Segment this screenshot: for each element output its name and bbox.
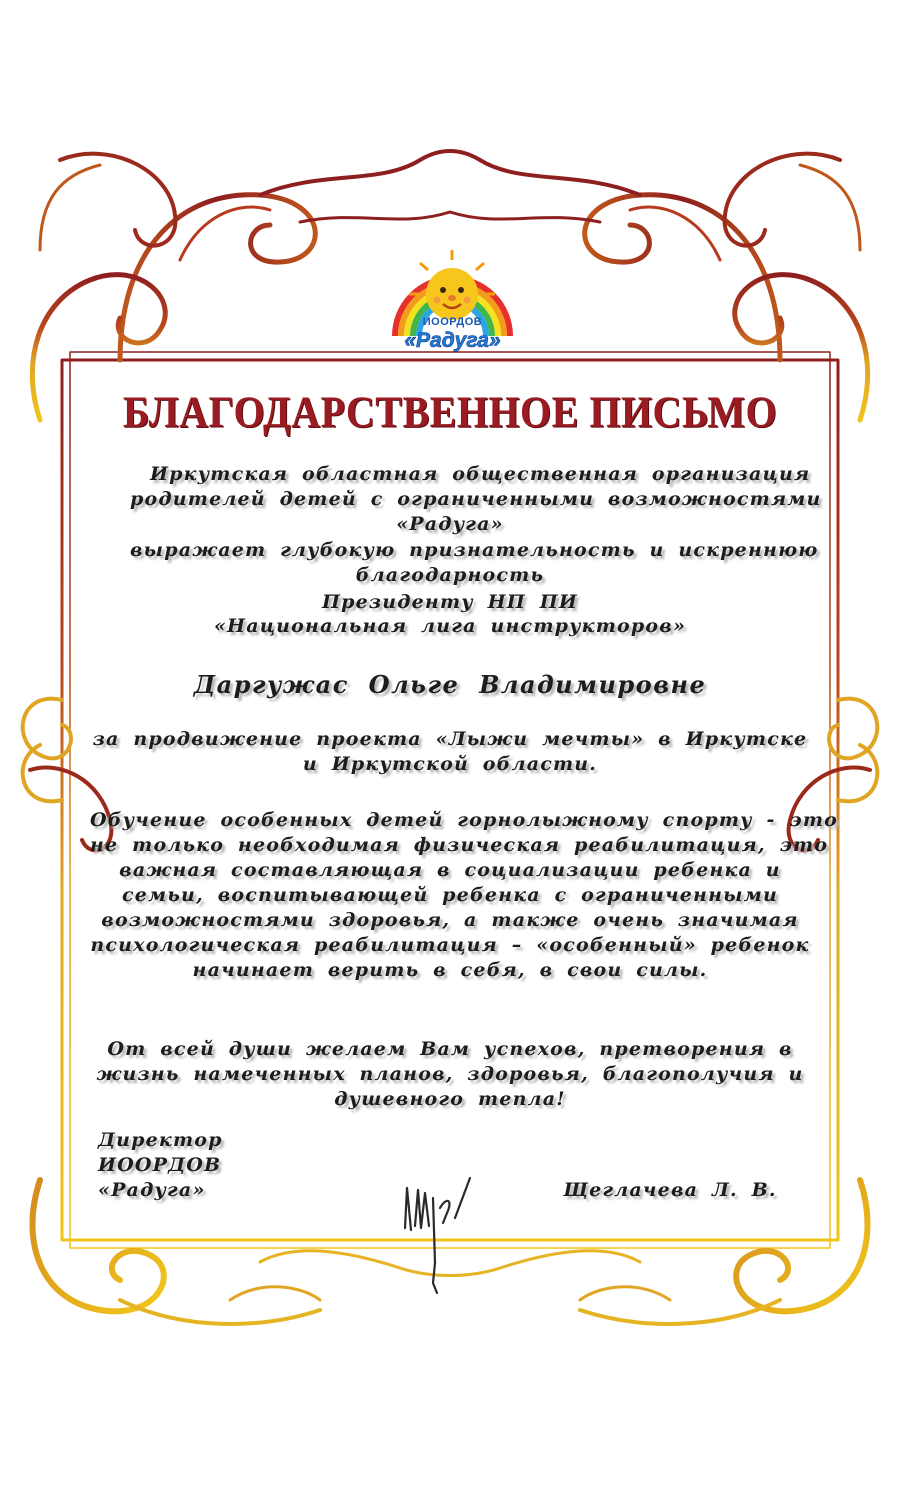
- position-line-2: «Национальная лига инструкторов»: [213, 615, 687, 637]
- org-line-3: «Радуга»: [396, 513, 504, 535]
- handwritten-signature: [385, 1168, 490, 1298]
- body-line-7: начинает верить в себя, в свои силы.: [192, 959, 708, 981]
- logo-org-name: «Радуга»: [404, 329, 501, 352]
- org-line-2: родителей детей с ограниченными возможностями: [130, 488, 822, 510]
- body-line-3: важная составляющая в социализации ребенка и: [119, 859, 781, 881]
- expresses-line-2: благодарность: [355, 564, 545, 586]
- recipient-name: Даргужас Ольге Владимировне: [193, 670, 707, 699]
- signer-title-3: «Радуга»: [98, 1179, 206, 1201]
- body-line-5: возможностями здоровья, а также очень значимая: [101, 909, 799, 931]
- organization-logo: [385, 236, 520, 361]
- org-line-1: Иркутская областная общественная организация: [150, 463, 811, 485]
- logo-org-abbreviation: ИООРДОВ: [422, 316, 483, 328]
- expresses-line-1: выражает глубокую признательность и искреннюю: [130, 539, 819, 561]
- signer-title-2: ИООРДОВ: [98, 1154, 222, 1176]
- wish-line-3: душевного тепла!: [334, 1088, 566, 1110]
- body-line-6: психологическая реабилитация – «особенный» ребенок: [90, 934, 810, 956]
- wish-line-1: От всей души желаем Вам успехов, претворения в: [107, 1038, 793, 1060]
- position-line-1: Президенту НП ПИ: [321, 591, 579, 613]
- signer-name: Щеглачева Л. В.: [563, 1179, 777, 1201]
- reason-line-2: и Иркутской области.: [302, 753, 598, 775]
- letter-title: БЛАГОДАРСТВЕННОЕ ПИСЬМО: [122, 386, 778, 437]
- body-line-4: семьи, воспитывающей ребенка с ограниченными: [122, 884, 778, 906]
- signer-title-1: Директор: [98, 1129, 223, 1151]
- body-line-2: не только необходимая физическая реабилитация, это: [90, 834, 829, 856]
- wish-line-2: жизнь намеченных планов, здоровья, благополучия и: [96, 1063, 804, 1085]
- reason-line-1: за продвижение проекта «Лыжи мечты» в Иркутске: [92, 728, 808, 750]
- signature-mark-icon: [385, 1168, 490, 1298]
- body-line-1: Обучение особенных детей горнолыжному спорту - это: [90, 809, 839, 831]
